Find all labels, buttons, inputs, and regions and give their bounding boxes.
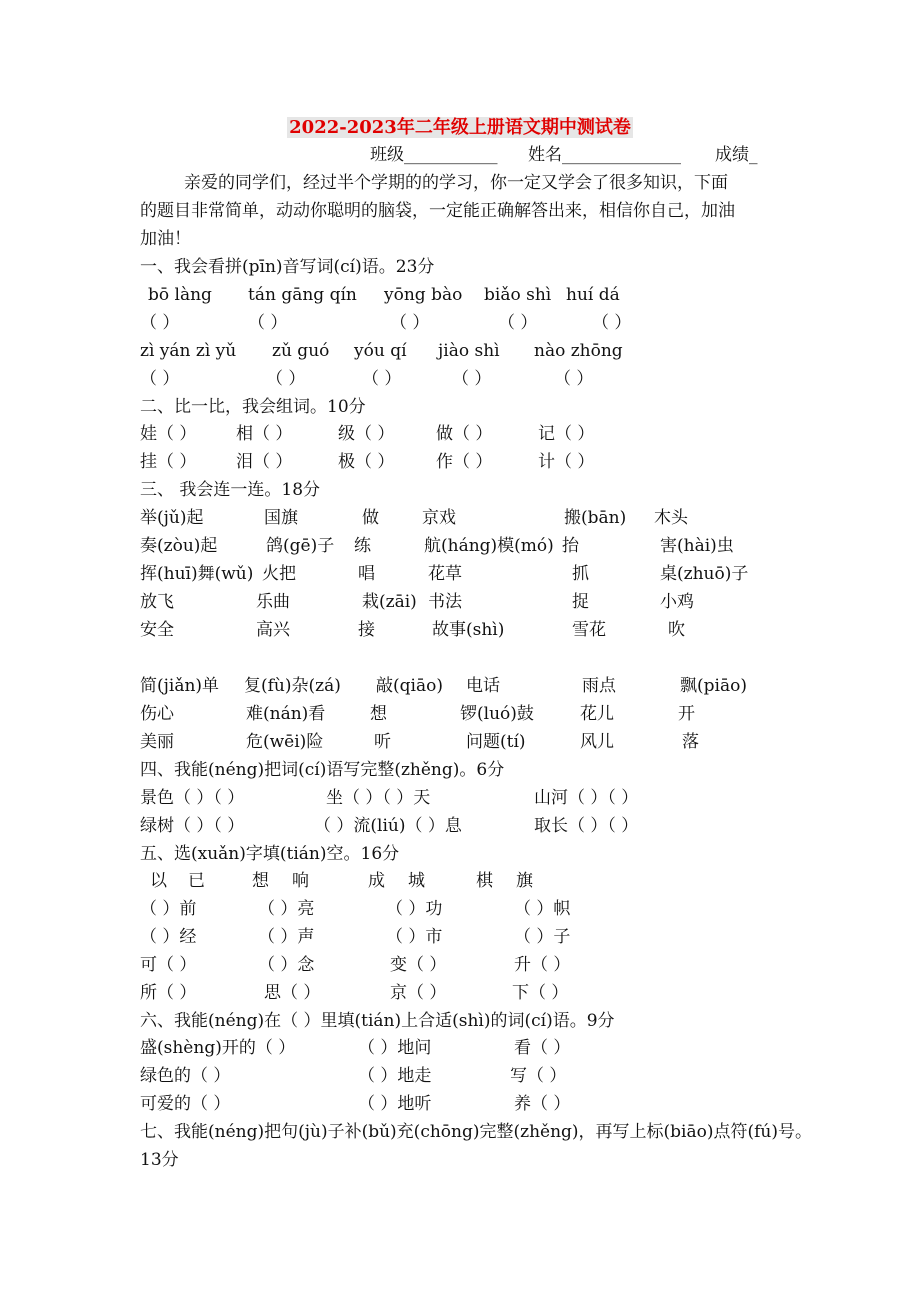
pinyin-item: zì yán zì yǔ [140, 341, 237, 361]
name-field: 姓名______________ [528, 145, 681, 165]
phrase-blank[interactable]: 写（ ） [510, 1066, 567, 1086]
pinyin-item: jiào shì [438, 341, 500, 361]
choice-char: 想 [252, 871, 269, 891]
idiom-blank[interactable]: 绿树（ ）（ ） [140, 816, 245, 836]
word-blank[interactable]: 娃（ ） [140, 424, 197, 444]
title-text: 2022-2023年二年级上册语文期中测试卷 [289, 117, 631, 138]
match-word[interactable]: 火把 [262, 564, 296, 584]
match-word[interactable]: 雨点 [582, 676, 616, 696]
fill-blank[interactable]: （ ）子 [514, 927, 571, 947]
fill-blank[interactable]: 下（ ） [512, 983, 569, 1003]
fill-blank[interactable]: （ ）念 [258, 955, 315, 975]
section-3-heading: 三、 我会连一连。18分 [140, 480, 321, 500]
section-7-heading: 七、我能(néng)把句(jù)子补(bǔ)充(chōng)完整(zhěng)，再写上标(biāo)点符(fú)号。 [140, 1122, 813, 1142]
match-word[interactable]: 鸽(gē)子 [266, 536, 335, 556]
choice-char: 棋 [476, 871, 493, 891]
idiom-blank[interactable]: 坐（ ）（ ）天 [326, 788, 431, 808]
fill-blank[interactable]: 可（ ） [140, 955, 197, 975]
match-word[interactable]: 抬 [562, 536, 579, 556]
answer-blank[interactable]: （ ） [390, 313, 430, 333]
section-1-heading: 一、我会看拼(pīn)音写词(cí)语。23分 [140, 257, 435, 277]
fill-blank[interactable]: 思（ ） [264, 983, 321, 1003]
idiom-blank[interactable]: （ ）流(liú)（ ）息 [314, 816, 462, 836]
match-word[interactable]: 乐曲 [256, 592, 290, 612]
phrase-blank[interactable]: （ ）地听 [358, 1094, 432, 1114]
section-7-score: 13分 [140, 1150, 179, 1170]
choice-char: 旗 [516, 871, 533, 891]
pinyin-item: nào zhōng [534, 341, 623, 361]
match-word[interactable]: 美丽 [140, 732, 174, 752]
match-word[interactable]: 捉 [572, 592, 589, 612]
match-word[interactable]: 锣(luó)鼓 [460, 704, 534, 724]
word-blank[interactable]: 级（ ） [338, 424, 395, 444]
match-word[interactable]: 故事(shì) [432, 620, 505, 640]
phrase-blank[interactable]: 绿色的（ ） [140, 1066, 231, 1086]
word-blank[interactable]: 记（ ） [538, 424, 595, 444]
match-word[interactable]: 问题(tí) [466, 732, 526, 752]
fill-blank[interactable]: 京（ ） [390, 983, 447, 1003]
fill-blank[interactable]: 变（ ） [390, 955, 447, 975]
phrase-blank[interactable]: （ ）地走 [358, 1066, 432, 1086]
answer-blank[interactable]: （ ） [554, 369, 594, 389]
intro-line-2: 的题目非常简单，动动你聪明的脑袋，一定能正确解答出来，相信你自己，加油 [140, 201, 735, 221]
choice-char: 响 [292, 871, 309, 891]
match-word[interactable]: 奏(zòu)起 [140, 536, 218, 556]
idiom-blank[interactable]: 山河（ ）（ ） [534, 788, 639, 808]
phrase-blank[interactable]: 养（ ） [514, 1094, 571, 1114]
match-word[interactable]: 做 [362, 508, 379, 528]
phrase-blank[interactable]: 看（ ） [514, 1038, 571, 1058]
intro-line-1: 亲爱的同学们，经过半个学期的的学习，你一定又学会了很多知识，下面 [184, 173, 728, 193]
class-field: 班级___________ [370, 145, 498, 165]
match-word[interactable]: 国旗 [264, 508, 298, 528]
word-blank[interactable]: 计（ ） [538, 452, 595, 472]
match-word[interactable]: 复(fù)杂(zá) [244, 676, 341, 696]
phrase-blank[interactable]: 可爱的（ ） [140, 1094, 231, 1114]
match-word[interactable]: 小鸡 [660, 592, 694, 612]
pinyin-item: biǎo shì [484, 285, 552, 305]
answer-blank[interactable]: （ ） [452, 369, 492, 389]
phrase-blank[interactable]: 盛(shèng)开的（ ） [140, 1038, 296, 1058]
answer-blank[interactable]: （ ） [592, 313, 632, 333]
match-word[interactable]: 电话 [466, 676, 500, 696]
fill-blank[interactable]: （ ）市 [386, 927, 443, 947]
match-word[interactable]: 危(wēi)险 [246, 732, 324, 752]
match-word[interactable]: 落 [682, 732, 699, 752]
choice-char: 以 [150, 871, 167, 891]
match-word[interactable]: 接 [358, 620, 375, 640]
pinyin-item: zǔ guó [272, 341, 330, 361]
pinyin-item: bō làng [148, 285, 212, 305]
word-blank[interactable]: 作（ ） [436, 452, 493, 472]
idiom-blank[interactable]: 取长（ ）（ ） [534, 816, 639, 836]
fill-blank[interactable]: （ ）亮 [258, 899, 315, 919]
fill-blank[interactable]: （ ）声 [258, 927, 315, 947]
match-word[interactable]: 书法 [428, 592, 462, 612]
match-word[interactable]: 挥(huī)舞(wǔ) [140, 564, 254, 584]
fill-blank[interactable]: （ ）经 [140, 927, 197, 947]
idiom-blank[interactable]: 景色（ ）（ ） [140, 788, 245, 808]
match-word[interactable]: 京戏 [422, 508, 456, 528]
match-word[interactable]: 抓 [572, 564, 589, 584]
match-word[interactable]: 搬(bān) [564, 508, 627, 528]
pinyin-item: yóu qí [354, 341, 407, 361]
match-word[interactable]: 放飞 [140, 592, 174, 612]
answer-blank[interactable]: （ ） [266, 369, 306, 389]
match-word[interactable]: 桌(zhuō)子 [660, 564, 749, 584]
match-word[interactable]: 风儿 [580, 732, 614, 752]
section-6-heading: 六、我能(néng)在（ ）里填(tián)上合适(shì)的词(cí)语。9分 [140, 1011, 615, 1031]
fill-blank[interactable]: 所（ ） [140, 983, 197, 1003]
page-title [0, 113, 920, 143]
fill-blank[interactable]: （ ）功 [386, 899, 443, 919]
answer-blank[interactable]: （ ） [140, 369, 180, 389]
answer-blank[interactable]: （ ） [140, 313, 180, 333]
match-word[interactable]: 伤心 [140, 704, 174, 724]
match-word[interactable]: 敲(qiāo) [376, 676, 443, 696]
match-word[interactable]: 难(nán)看 [246, 704, 326, 724]
match-word[interactable]: 举(jǔ)起 [140, 508, 204, 528]
match-word[interactable]: 高兴 [256, 620, 290, 640]
word-blank[interactable]: 极（ ） [338, 452, 395, 472]
fill-blank[interactable]: （ ）帜 [514, 899, 571, 919]
match-word[interactable]: 简(jiǎn)单 [140, 676, 220, 696]
fill-blank[interactable]: （ ）前 [140, 899, 197, 919]
match-word[interactable]: 安全 [140, 620, 174, 640]
phrase-blank[interactable]: （ ）地问 [358, 1038, 432, 1058]
answer-blank[interactable]: （ ） [248, 313, 288, 333]
match-word[interactable]: 练 [354, 536, 371, 556]
section-4-heading: 四、我能(néng)把词(cí)语写完整(zhěng)。6分 [140, 760, 505, 780]
intro-line-3: 加油！ [140, 229, 191, 249]
word-blank[interactable]: 相（ ） [236, 424, 293, 444]
match-word[interactable]: 飘(piāo) [680, 676, 747, 696]
match-word[interactable]: 木头 [654, 508, 688, 528]
match-word[interactable]: 听 [374, 732, 391, 752]
match-word[interactable]: 吹 [668, 620, 685, 640]
match-word[interactable]: 害(hài)虫 [660, 536, 734, 556]
match-word[interactable]: 想 [370, 704, 387, 724]
choice-char: 已 [188, 871, 205, 891]
match-word[interactable]: 雪花 [572, 620, 606, 640]
section-5-heading: 五、选(xuǎn)字填(tián)空。16分 [140, 844, 400, 864]
pinyin-item: yōng bào [384, 285, 463, 305]
choice-char: 成 [368, 871, 385, 891]
score-field: 成绩_ [715, 145, 758, 165]
word-blank[interactable]: 做（ ） [436, 424, 493, 444]
match-word[interactable]: 栽(zāi) [362, 592, 417, 612]
match-word[interactable]: 开 [678, 704, 695, 724]
match-word[interactable]: 航(háng)模(mó) [424, 536, 554, 556]
section-2-heading: 二、比一比，我会组词。10分 [140, 397, 366, 417]
pinyin-item: tán gāng qín [248, 285, 357, 305]
fill-blank[interactable]: 升（ ） [514, 955, 571, 975]
pinyin-item: huí dá [566, 285, 620, 305]
match-word[interactable]: 花草 [428, 564, 462, 584]
match-word[interactable]: 唱 [358, 564, 375, 584]
choice-char: 城 [408, 871, 425, 891]
word-blank[interactable]: 泪（ ） [236, 452, 293, 472]
word-blank[interactable]: 挂（ ） [140, 452, 197, 472]
answer-blank[interactable]: （ ） [498, 313, 538, 333]
match-word[interactable]: 花儿 [580, 704, 614, 724]
answer-blank[interactable]: （ ） [362, 369, 402, 389]
